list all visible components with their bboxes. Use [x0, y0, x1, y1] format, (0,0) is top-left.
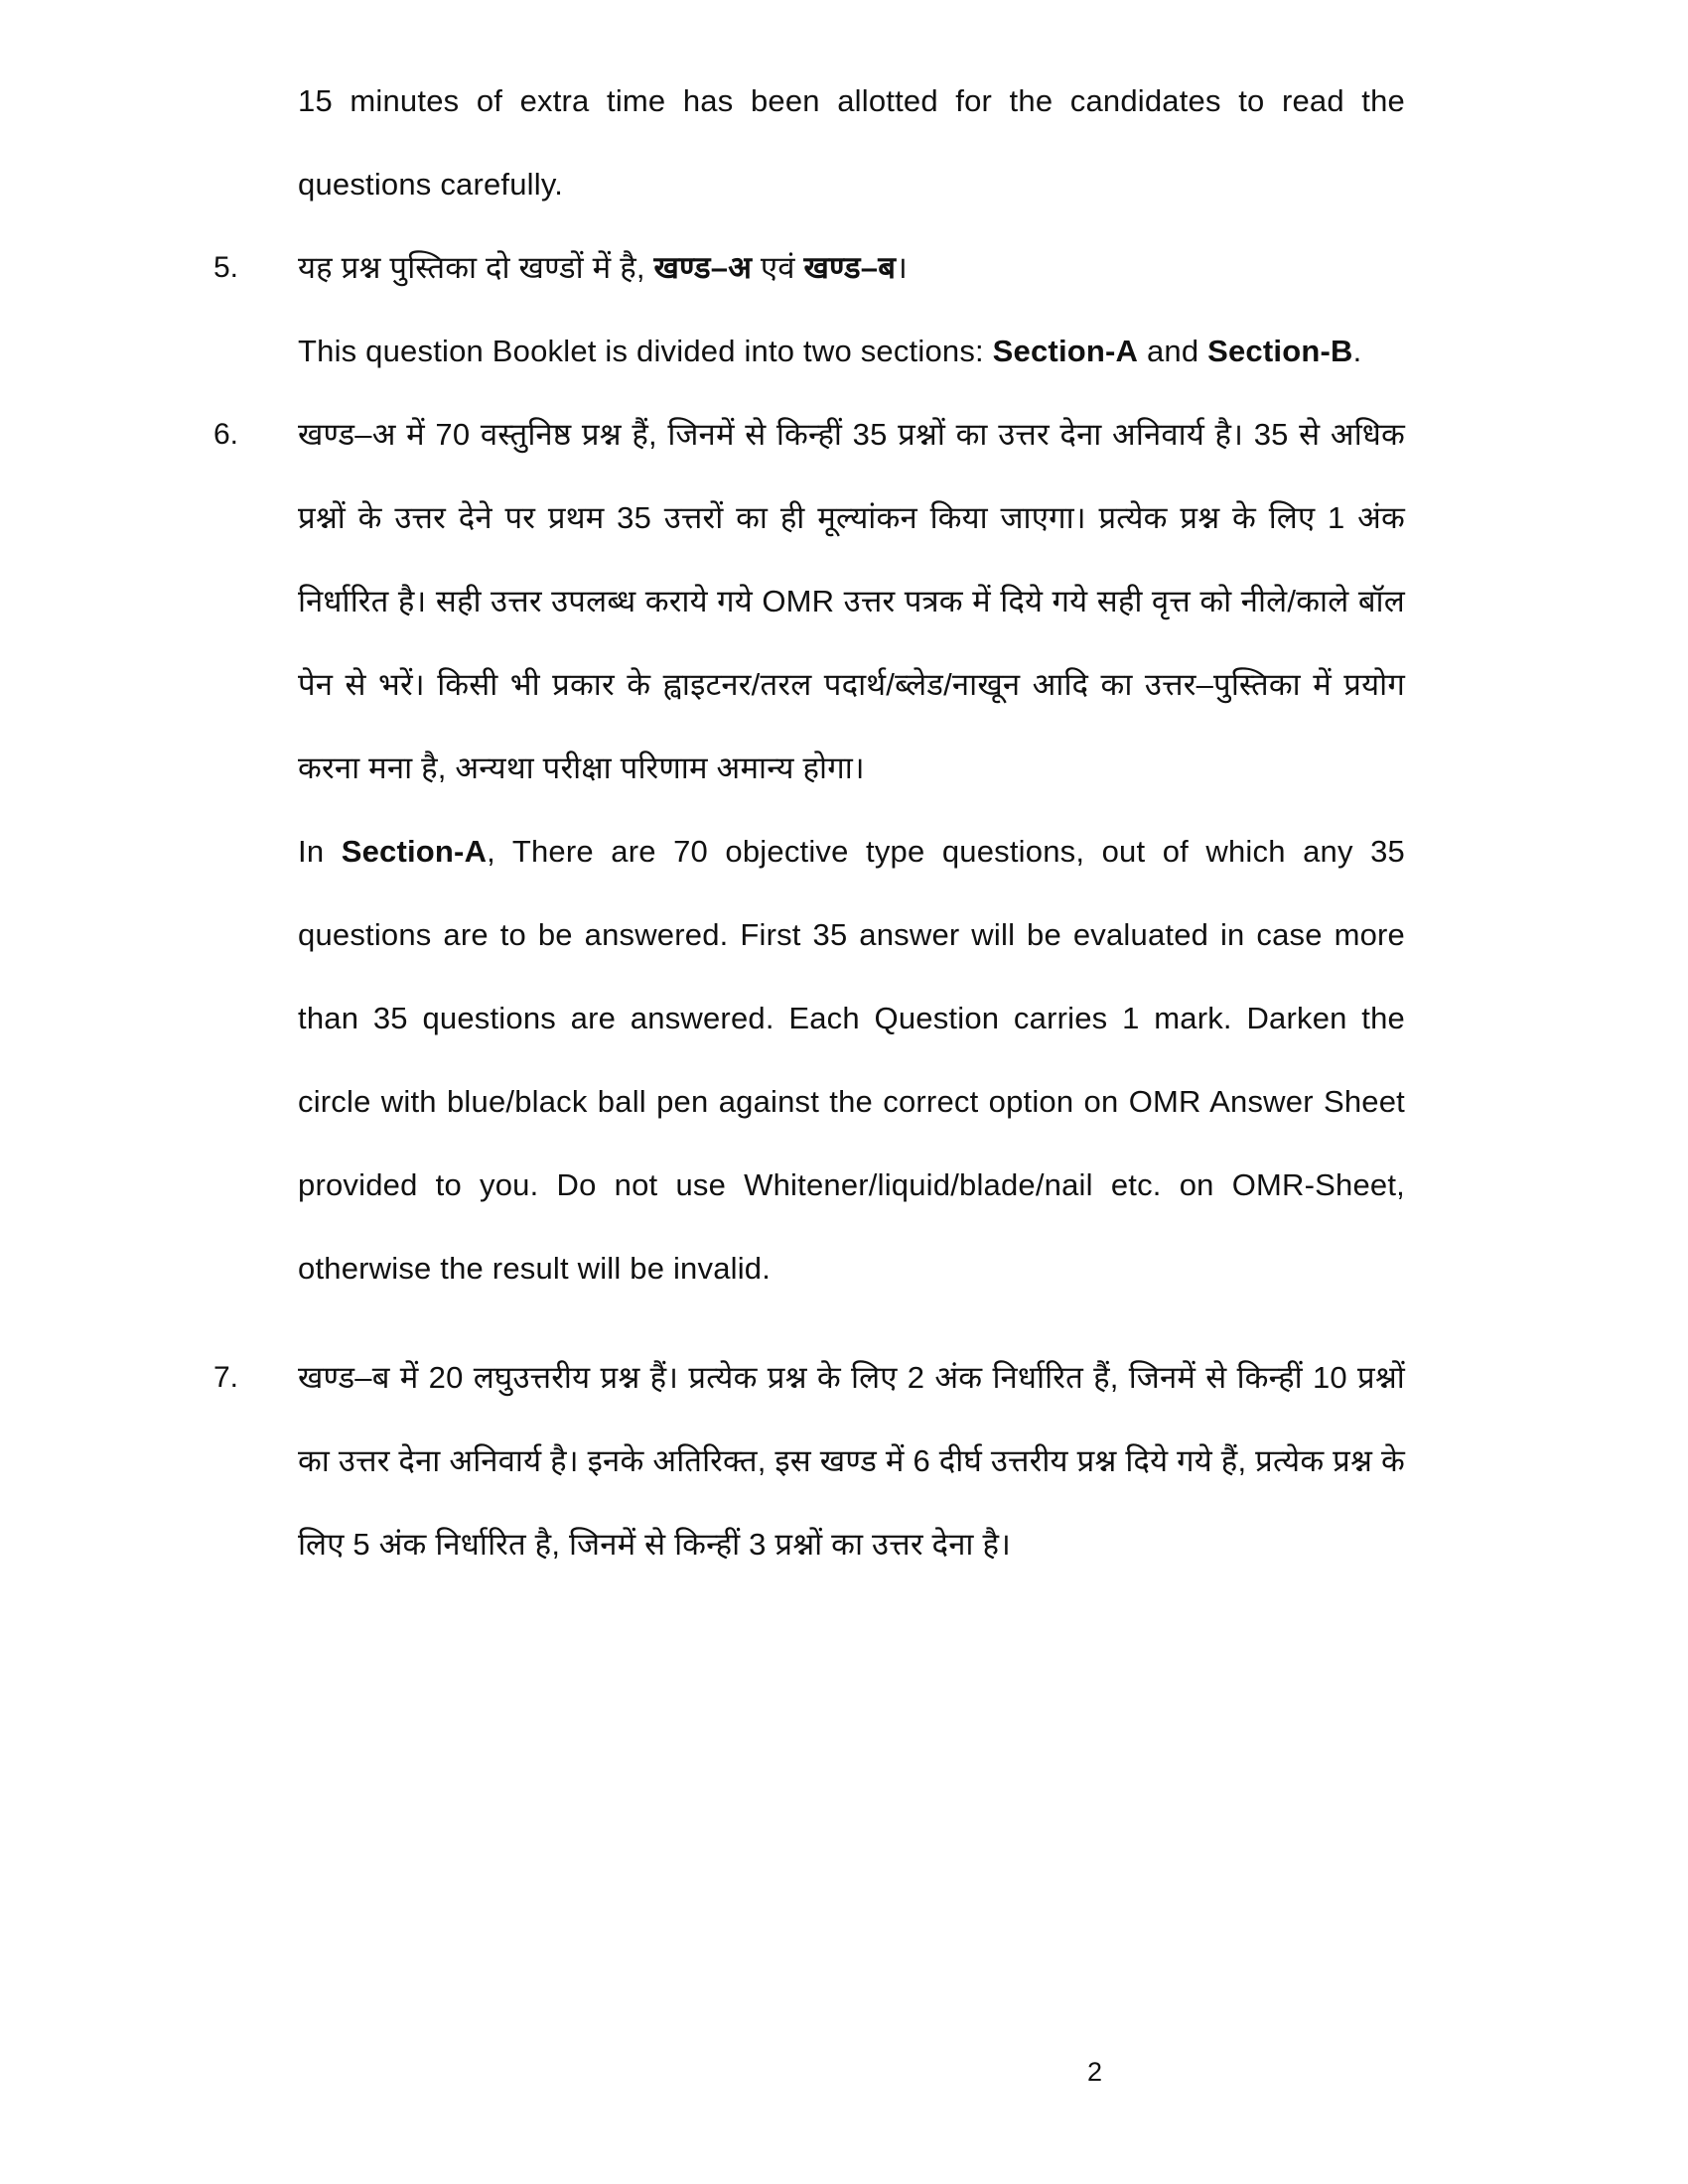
hindi-paragraph	[298, 226, 1405, 310]
list-item-continuation	[213, 60, 1405, 226]
list-item-5	[213, 226, 1405, 393]
hindi-paragraph: खण्ड–अ में 70 वस्तुनिष्ठ प्रश्न हैं, जिनमें से किन्हीं 35 प्रश्नों का उत्तर देना अनिवार्य है। 35 से अधिक प्रश्नों के उत्तर देने पर प्रथम 35 उत्तरों का ही मूल्यांकन किया जाएगा। प्रत्येक प्रश्न के लिए 1 अंक निर्धारित है। सही उत्तर उपलब्ध कराये गये OMR उत्तर पत्रक में दिये गये सही वृत्त को नीले/काले बॉल पेन से भरें। किसी भी प्रकार के ह्वाइटनर/तरल पदार्थ/ब्लेड/नाखून आदि का उत्तर–पुस्तिका में प्रयोग करना मना है, अन्यथा परीक्षा परिणाम अमान्य होगा।	[298, 417, 1405, 785]
item-body	[298, 226, 1405, 393]
instructions-list	[213, 60, 1405, 1586]
item-body	[298, 60, 1405, 226]
item-number: 5.	[213, 251, 239, 284]
item-number: 7.	[213, 1361, 239, 1394]
list-item-6	[213, 393, 1405, 1310]
english-paragraph	[298, 810, 1405, 1310]
text-segment-bold: Section-B	[1207, 334, 1353, 368]
text-segment-bold: Section-A	[992, 334, 1139, 368]
english-paragraph	[298, 310, 1405, 393]
text-segment: यह प्रश्न पुस्तिका दो खण्डों में है,	[298, 250, 654, 285]
text-segment: and	[1138, 334, 1208, 368]
item-body	[298, 1336, 1405, 1586]
list-item-7	[213, 1336, 1405, 1586]
page-number: 2	[1087, 2057, 1103, 2087]
text-segment-bold: Section-A	[341, 834, 488, 869]
text-segment-bold: खण्ड–ब	[803, 250, 897, 285]
hindi-paragraph: खण्ड–ब में 20 लघुउत्तरीय प्रश्न हैं। प्रत्येक प्रश्न के लिए 2 अंक निर्धारित हैं, जिनमें से किन्हीं 10 प्रश्नों का उत्तर देना अनिवार्य है। इनके अतिरिक्त, इस खण्ड में 6 दीर्घ उत्तरीय प्रश्न दिये गये हैं, प्रत्येक प्रश्न के लिए 5 अंक निर्धारित है, जिनमें से किन्हीं 3 प्रश्नों का उत्तर देना है।	[298, 1360, 1405, 1562]
text-segment: .	[1352, 334, 1362, 368]
text-segment: In	[298, 834, 342, 869]
text-segment: एवं	[752, 250, 804, 285]
text-segment-bold: खण्ड–अ	[653, 250, 753, 285]
english-paragraph: 15 minutes of extra time has been allotted for the candidates to read the questions carefully.	[298, 83, 1405, 202]
item-body	[298, 393, 1405, 1310]
item-number: 6.	[213, 418, 239, 451]
text-segment: , There are 70 objective type questions, out of which any 35 questions are to be answered. First 35 answer will be evaluated in case more than 35 questions are answered. Each Question carries 1 mark. Darken the circle with blue/black ball pen against the correct option on OMR Answer Sheet provided to you. Do not use Whitener/liquid/blade/nail etc. on OMR-Sheet, otherwise the result will be invalid.	[298, 834, 1405, 1286]
text-segment: ।	[896, 250, 909, 285]
text-segment: This question Booklet is divided into two sections:	[298, 334, 993, 368]
